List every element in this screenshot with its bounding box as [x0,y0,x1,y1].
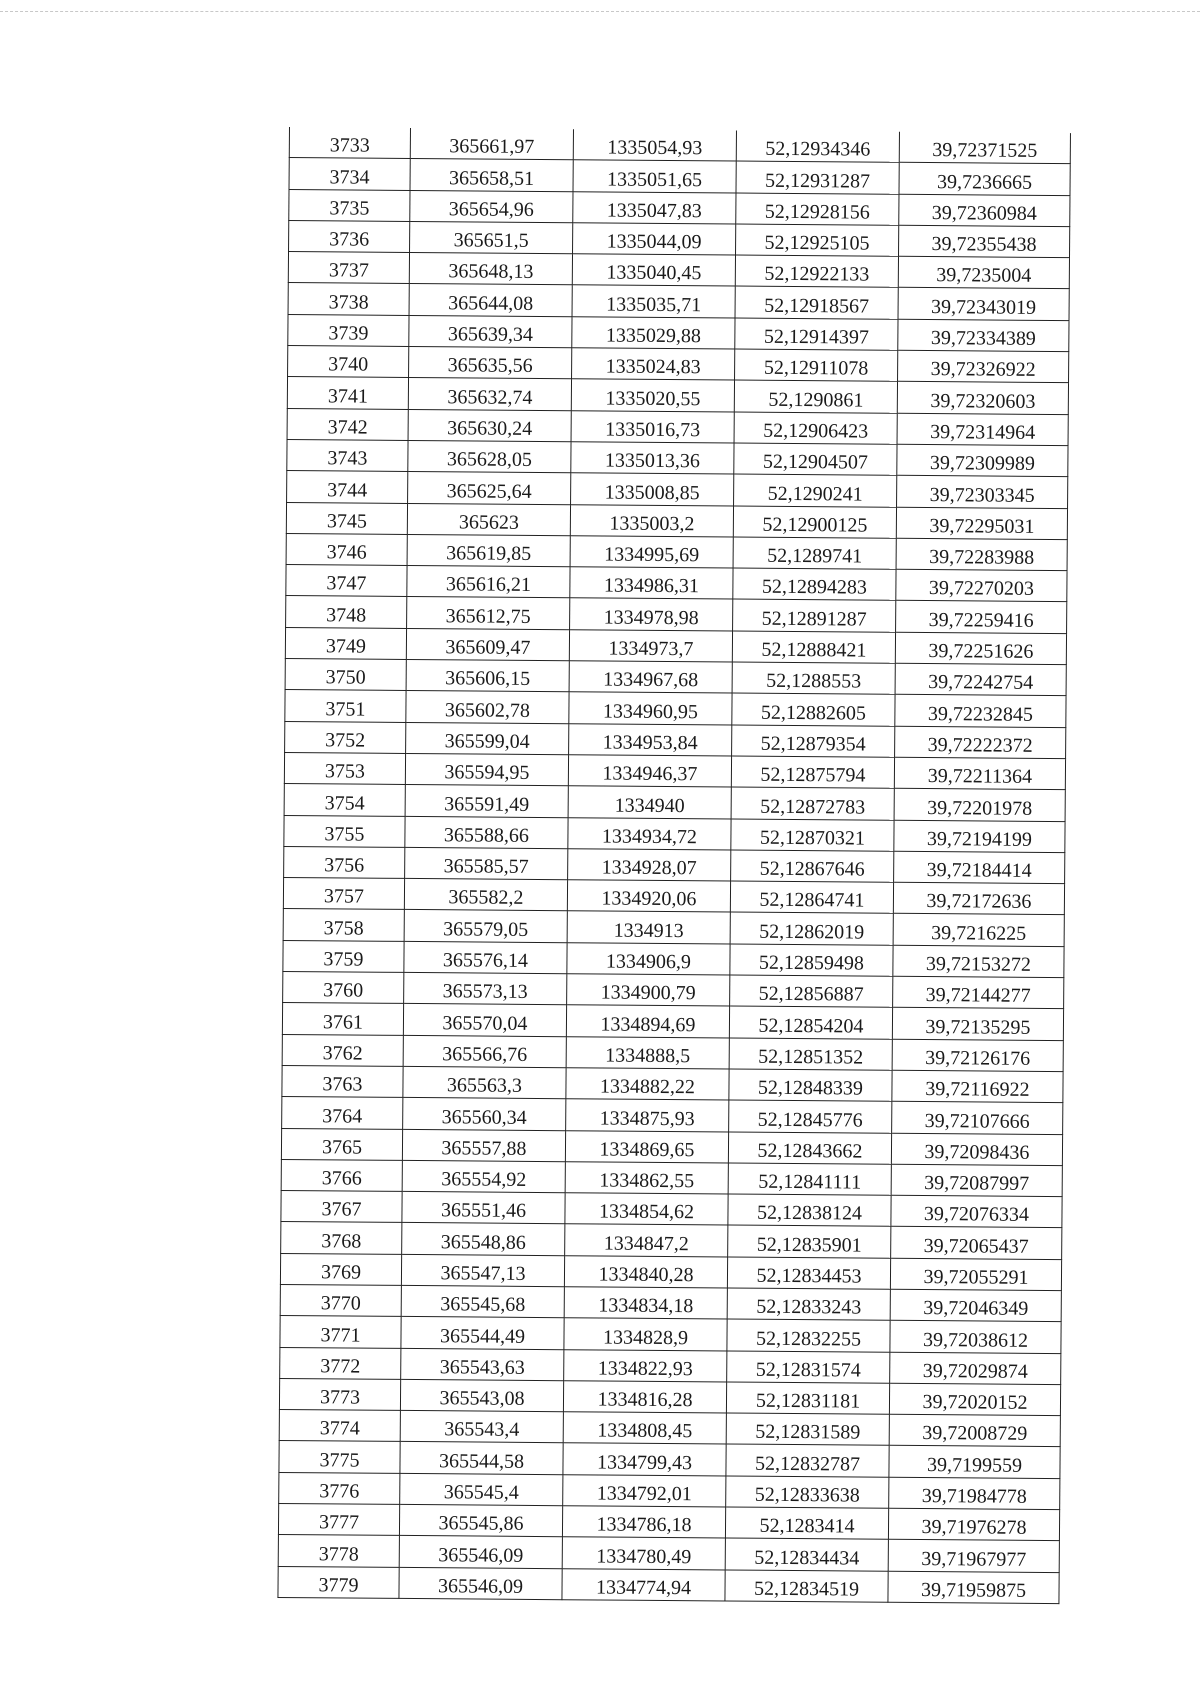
x-coordinate-cell: 365543,08 [400,1379,563,1412]
scan-edge-line [0,11,1200,12]
point-number-cell: 3759 [283,940,404,972]
point-number-cell: 3738 [288,283,409,315]
longitude-cell: 39,72194199 [894,820,1065,853]
x-coordinate-cell: 365606,15 [406,659,569,692]
latitude-cell: 52,12833243 [727,1288,890,1321]
point-number-cell: 3778 [278,1535,399,1567]
point-number-cell: 3757 [283,878,404,910]
latitude-cell: 52,1289741 [733,537,896,570]
y-coordinate-cell: 1335013,36 [571,442,734,475]
x-coordinate-cell: 365639,34 [409,315,572,348]
latitude-cell: 52,12856887 [730,975,893,1008]
latitude-cell: 52,12872783 [731,787,894,820]
longitude-cell: 39,72303345 [897,476,1068,509]
latitude-cell: 52,12904507 [734,443,897,476]
x-coordinate-cell: 365543,4 [400,1411,563,1444]
y-coordinate-cell: 1335051,65 [573,160,736,193]
longitude-cell: 39,72222372 [895,726,1066,759]
latitude-cell: 52,12843662 [728,1131,891,1164]
x-coordinate-cell: 365560,34 [403,1098,566,1131]
longitude-cell: 39,72201978 [894,789,1065,822]
longitude-cell: 39,72320603 [897,382,1068,415]
point-number-cell: 3765 [281,1128,402,1160]
point-number-cell: 3776 [279,1472,400,1504]
y-coordinate-cell: 1334940 [568,786,731,819]
longitude-cell: 39,72076334 [891,1195,1062,1228]
longitude-cell: 39,72065437 [891,1227,1062,1260]
latitude-cell: 52,12831181 [726,1382,889,1415]
x-coordinate-cell: 365632,74 [408,378,571,411]
latitude-cell: 52,12859498 [730,944,893,977]
point-number-cell: 3745 [286,502,407,534]
latitude-cell: 52,1290241 [734,474,897,507]
point-number-cell: 3769 [280,1253,401,1285]
longitude-cell: 39,72232845 [895,695,1066,728]
y-coordinate-cell: 1334840,28 [564,1255,727,1288]
x-coordinate-cell: 365545,68 [401,1285,564,1318]
x-coordinate-cell: 365551,46 [402,1192,565,1225]
point-number-cell: 3771 [280,1316,401,1348]
latitude-cell: 52,12931287 [736,161,899,194]
point-number-cell: 3755 [284,815,405,847]
point-number-cell: 3752 [285,721,406,753]
point-number-cell: 3770 [280,1284,401,1316]
x-coordinate-cell: 365602,78 [406,691,569,724]
y-coordinate-cell: 1334973,7 [569,629,732,662]
longitude-cell: 39,7235004 [898,256,1069,289]
latitude-cell: 52,12882605 [732,693,895,726]
x-coordinate-cell: 365585,57 [405,847,568,880]
y-coordinate-cell: 1334799,43 [563,1443,726,1476]
y-coordinate-cell: 1334828,9 [564,1318,727,1351]
longitude-cell: 39,72008729 [889,1414,1060,1447]
point-number-cell: 3746 [286,533,407,565]
point-number-cell: 3777 [278,1504,399,1536]
y-coordinate-cell: 1334875,93 [566,1099,729,1132]
y-coordinate-cell: 1335008,85 [571,473,734,506]
x-coordinate-cell: 365547,13 [401,1254,564,1287]
longitude-cell: 39,72153272 [893,945,1064,978]
x-coordinate-cell: 365544,49 [401,1317,564,1350]
longitude-cell: 39,72270203 [896,569,1067,602]
longitude-cell: 39,72295031 [896,507,1067,540]
x-coordinate-cell: 365582,2 [404,879,567,912]
point-number-cell: 3766 [281,1159,402,1191]
x-coordinate-cell: 365623 [407,503,570,536]
y-coordinate-cell: 1334816,28 [563,1381,726,1414]
latitude-cell: 52,1283414 [725,1507,888,1540]
point-number-cell: 3772 [280,1347,401,1379]
x-coordinate-cell: 365545,86 [399,1504,562,1537]
latitude-cell: 52,12834453 [727,1257,890,1290]
point-number-cell: 3754 [284,784,405,816]
longitude-cell: 39,72242754 [895,663,1066,696]
latitude-cell: 52,12875794 [731,756,894,789]
y-coordinate-cell: 1334786,18 [562,1506,725,1539]
x-coordinate-cell: 365588,66 [405,816,568,849]
x-coordinate-cell: 365619,85 [407,534,570,567]
x-coordinate-cell: 365648,13 [409,253,572,286]
x-coordinate-cell: 365654,96 [410,190,573,223]
x-coordinate-cell: 365599,04 [406,722,569,755]
longitude-cell: 39,72355438 [899,225,1070,258]
latitude-cell: 52,12891287 [733,599,896,632]
x-coordinate-cell: 365616,21 [407,566,570,599]
longitude-cell: 39,72135295 [892,1008,1063,1041]
latitude-cell: 52,12870321 [731,819,894,852]
latitude-cell: 52,12914397 [735,318,898,351]
x-coordinate-cell: 365566,76 [403,1035,566,1068]
y-coordinate-cell: 1334928,07 [568,849,731,882]
y-coordinate-cell: 1334986,31 [570,567,733,600]
point-number-cell: 3761 [282,1003,403,1035]
table-row [278,1566,1059,1603]
y-coordinate-cell: 1335024,83 [572,348,735,381]
longitude-cell: 39,71976278 [888,1508,1059,1541]
y-coordinate-cell: 1334834,18 [564,1287,727,1320]
y-coordinate-cell: 1335040,45 [572,254,735,287]
longitude-cell: 39,71967977 [888,1540,1059,1573]
point-number-cell: 3747 [286,565,407,597]
x-coordinate-cell: 365628,05 [408,440,571,473]
point-number-cell: 3741 [287,377,408,409]
x-coordinate-cell: 365546,09 [399,1567,562,1600]
longitude-cell: 39,71984778 [889,1477,1060,1510]
point-number-cell: 3743 [287,439,408,471]
point-number-cell: 3758 [283,909,404,941]
y-coordinate-cell: 1334869,65 [565,1130,728,1163]
y-coordinate-cell: 1335044,09 [573,223,736,256]
x-coordinate-cell: 365570,04 [403,1004,566,1037]
longitude-cell: 39,7236665 [899,163,1070,196]
longitude-cell: 39,72184414 [894,851,1065,884]
longitude-cell: 39,72126176 [892,1039,1063,1072]
point-number-cell: 3751 [285,690,406,722]
latitude-cell: 52,12918567 [735,286,898,319]
x-coordinate-cell: 365543,63 [401,1348,564,1381]
latitude-cell: 52,12900125 [733,506,896,539]
x-coordinate-cell: 365548,86 [402,1223,565,1256]
y-coordinate-cell: 1334960,95 [569,692,732,725]
point-number-cell: 3735 [289,189,410,221]
y-coordinate-cell: 1335016,73 [571,410,734,443]
x-coordinate-cell: 365573,13 [404,972,567,1005]
x-coordinate-cell: 365651,5 [410,221,573,254]
x-coordinate-cell: 365661,97 [410,128,573,160]
y-coordinate-cell: 1334774,94 [562,1568,725,1601]
y-coordinate-cell: 1335054,93 [573,129,736,161]
point-number-cell: 3750 [285,659,406,691]
latitude-cell: 52,12835901 [728,1225,891,1258]
longitude-cell: 39,7216225 [893,914,1064,947]
point-number-cell: 3749 [285,627,406,659]
x-coordinate-cell: 365554,92 [402,1160,565,1193]
point-number-cell: 3733 [289,127,410,159]
y-coordinate-cell: 1334808,45 [563,1412,726,1445]
longitude-cell: 39,72046349 [890,1289,1061,1322]
point-number-cell: 3736 [289,220,410,252]
x-coordinate-cell: 365544,58 [400,1442,563,1475]
longitude-cell: 39,72144277 [893,976,1064,1009]
longitude-cell: 39,72334389 [898,319,1069,352]
y-coordinate-cell: 1334953,84 [569,723,732,756]
x-coordinate-cell: 365609,47 [406,628,569,661]
y-coordinate-cell: 1334894,69 [566,1005,729,1038]
point-number-cell: 3742 [287,408,408,440]
latitude-cell: 52,12848339 [729,1069,892,1102]
y-coordinate-cell: 1334792,01 [563,1474,726,1507]
latitude-cell: 52,12834519 [725,1570,888,1603]
longitude-cell: 39,72038612 [890,1321,1061,1354]
latitude-cell: 52,12834434 [725,1538,888,1571]
y-coordinate-cell: 1335003,2 [570,504,733,537]
y-coordinate-cell: 1334862,55 [565,1161,728,1194]
x-coordinate-cell: 365644,08 [409,284,572,317]
longitude-cell: 39,72371525 [899,132,1070,164]
point-number-cell: 3768 [281,1222,402,1254]
latitude-cell: 52,12862019 [730,912,893,945]
latitude-cell: 52,12841111 [728,1163,891,1196]
coordinates-table-body [278,127,1071,1604]
y-coordinate-cell: 1334847,2 [565,1224,728,1257]
y-coordinate-cell: 1334946,37 [568,755,731,788]
longitude-cell: 39,72107666 [892,1101,1063,1134]
y-coordinate-cell: 1335029,88 [572,317,735,350]
y-coordinate-cell: 1334854,62 [565,1193,728,1226]
latitude-cell: 52,12934346 [736,131,899,163]
x-coordinate-cell: 365635,56 [409,347,572,380]
latitude-cell: 52,12838124 [728,1194,891,1227]
point-number-cell: 3734 [289,158,410,190]
longitude-cell: 39,72116922 [892,1070,1063,1103]
x-coordinate-cell: 365546,09 [399,1536,562,1569]
y-coordinate-cell: 1335047,83 [573,191,736,224]
point-number-cell: 3748 [286,596,407,628]
longitude-cell: 39,72309989 [897,444,1068,477]
longitude-cell: 39,72360984 [899,194,1070,227]
longitude-cell: 39,71959875 [888,1571,1059,1604]
point-number-cell: 3763 [282,1065,403,1097]
y-coordinate-cell: 1334822,93 [564,1349,727,1382]
y-coordinate-cell: 1334967,68 [569,661,732,694]
point-number-cell: 3737 [288,252,409,284]
y-coordinate-cell: 1334995,69 [570,536,733,569]
x-coordinate-cell: 365658,51 [410,159,573,192]
longitude-cell: 39,72172636 [893,882,1064,915]
point-number-cell: 3744 [287,471,408,503]
latitude-cell: 52,12906423 [734,412,897,445]
x-coordinate-cell: 365612,75 [407,597,570,630]
longitude-cell: 39,72343019 [898,288,1069,321]
longitude-cell: 39,72029874 [890,1352,1061,1385]
coordinates-table [277,127,1071,1604]
y-coordinate-cell: 1334913 [567,911,730,944]
y-coordinate-cell: 1335035,71 [572,285,735,318]
longitude-cell: 39,72020152 [889,1383,1060,1416]
y-coordinate-cell: 1334780,49 [562,1537,725,1570]
x-coordinate-cell: 365557,88 [402,1129,565,1162]
latitude-cell: 52,12928156 [736,193,899,226]
latitude-cell: 52,12854204 [729,1006,892,1039]
point-number-cell: 3739 [288,314,409,346]
point-number-cell: 3762 [282,1034,403,1066]
latitude-cell: 52,12845776 [729,1100,892,1133]
latitude-cell: 52,12833638 [726,1476,889,1509]
point-number-cell: 3767 [281,1191,402,1223]
point-number-cell: 3779 [278,1566,399,1598]
y-coordinate-cell: 1334920,06 [567,880,730,913]
latitude-cell: 52,12851352 [729,1038,892,1071]
point-number-cell: 3773 [279,1378,400,1410]
longitude-cell: 39,7199559 [889,1446,1060,1479]
latitude-cell: 52,12922133 [735,255,898,288]
latitude-cell: 52,12894283 [733,568,896,601]
latitude-cell: 52,12911078 [735,349,898,382]
latitude-cell: 52,12879354 [732,725,895,758]
y-coordinate-cell: 1334906,9 [567,942,730,975]
latitude-cell: 52,12864741 [730,881,893,914]
latitude-cell: 52,12831574 [727,1351,890,1384]
y-coordinate-cell: 1334882,22 [566,1068,729,1101]
point-number-cell: 3756 [284,846,405,878]
x-coordinate-cell: 365563,3 [403,1066,566,1099]
x-coordinate-cell: 365579,05 [404,910,567,943]
longitude-cell: 39,72211364 [894,757,1065,790]
latitude-cell: 52,12888421 [732,631,895,664]
longitude-cell: 39,72087997 [891,1164,1062,1197]
latitude-cell: 52,12867646 [731,850,894,883]
longitude-cell: 39,72259416 [896,601,1067,634]
latitude-cell: 52,12832255 [727,1319,890,1352]
x-coordinate-cell: 365630,24 [408,409,571,442]
point-number-cell: 3775 [279,1441,400,1473]
y-coordinate-cell: 1335020,55 [571,379,734,412]
latitude-cell: 52,1288553 [732,662,895,695]
y-coordinate-cell: 1334900,79 [567,974,730,1007]
y-coordinate-cell: 1334934,72 [568,817,731,850]
y-coordinate-cell: 1334888,5 [566,1036,729,1069]
point-number-cell: 3774 [279,1410,400,1442]
longitude-cell: 39,72251626 [895,632,1066,665]
longitude-cell: 39,72326922 [898,350,1069,383]
x-coordinate-cell: 365591,49 [405,785,568,818]
x-coordinate-cell: 365545,4 [400,1473,563,1506]
point-number-cell: 3764 [282,1097,403,1129]
latitude-cell: 52,12925105 [736,224,899,257]
longitude-cell: 39,72055291 [890,1258,1061,1291]
point-number-cell: 3740 [288,346,409,378]
x-coordinate-cell: 365594,95 [405,753,568,786]
x-coordinate-cell: 365625,64 [408,472,571,505]
point-number-cell: 3760 [283,971,404,1003]
point-number-cell: 3753 [284,752,405,784]
longitude-cell: 39,72314964 [897,413,1068,446]
longitude-cell: 39,72098436 [891,1133,1062,1166]
x-coordinate-cell: 365576,14 [404,941,567,974]
y-coordinate-cell: 1334978,98 [570,598,733,631]
longitude-cell: 39,72283988 [896,538,1067,571]
latitude-cell: 52,12831589 [726,1413,889,1446]
latitude-cell: 52,12832787 [726,1444,889,1477]
latitude-cell: 52,1290861 [734,380,897,413]
